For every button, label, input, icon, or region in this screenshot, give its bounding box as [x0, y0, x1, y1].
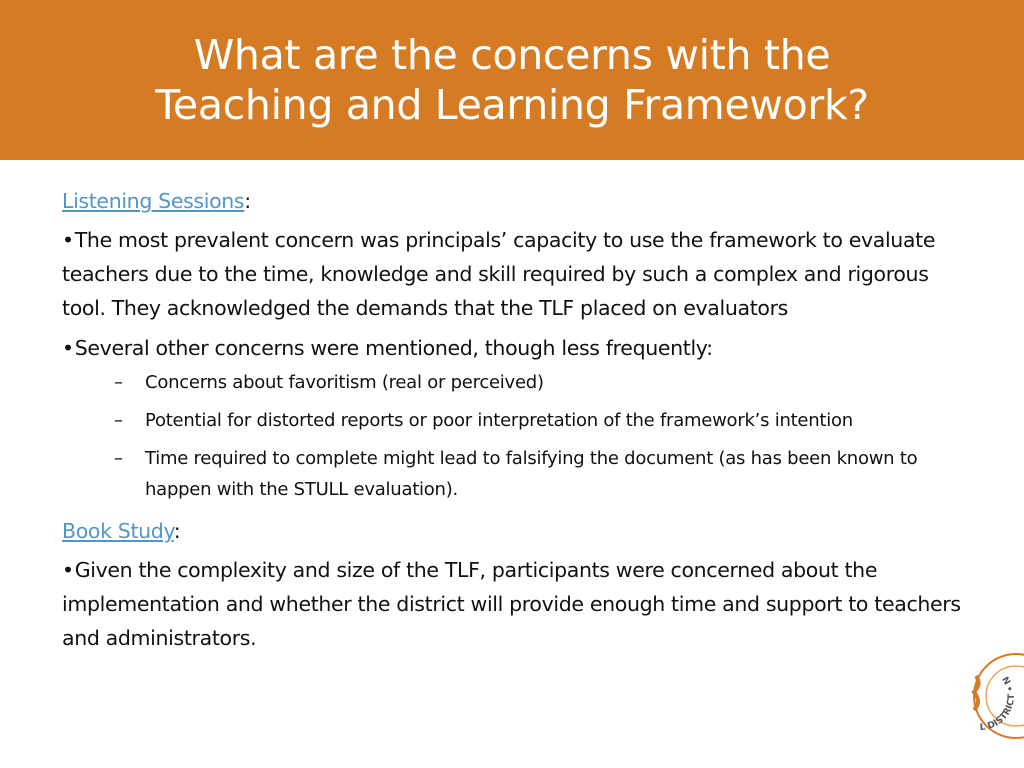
- sub-item-text: Time required to complete might lead to falsifying the document (as has been known to happen with the STULL evaluation).: [145, 448, 918, 500]
- bullet-glyph: •: [62, 336, 74, 360]
- svg-text:L DISTRICT • N: [979, 674, 1017, 733]
- sub-item-distorted-reports: [114, 405, 967, 436]
- slide-content: [62, 183, 967, 661]
- bullet-text: The most prevalent concern was principals’ capacity to use the framework to evaluate teachers due to the time, knowledge and skill required by such a complex and rigorous tool. They acknowledged the demands that the TLF placed on evaluators: [62, 228, 936, 320]
- dash-glyph: –: [114, 410, 123, 431]
- sub-item-text: Potential for distorted reports or poor interpretation of the framework’s intention: [145, 410, 853, 431]
- heading-colon: :: [173, 519, 181, 543]
- slide-title: [155, 30, 869, 130]
- dash-glyph: –: [114, 372, 123, 393]
- sub-item-text: Concerns about favoritism (real or perceived): [145, 372, 544, 393]
- bullet-other-concerns: [62, 331, 967, 365]
- section-heading-book-study: [62, 513, 967, 549]
- bullet-text: Given the complexity and size of the TLF, participants were concerned about the implementation and whether the district will provide enough time and support to teachers and administrators.: [62, 558, 961, 650]
- title-line-2: Teaching and Learning Framework?: [155, 81, 869, 129]
- sub-bullet-list: [62, 367, 967, 505]
- sub-item-time-required: [114, 443, 967, 505]
- listening-sessions-link[interactable]: Listening Sessions: [62, 189, 245, 213]
- seal-lettering: L DISTRICT • N: [979, 674, 1018, 734]
- seal-graphic: [960, 648, 1024, 740]
- bullet-glyph: •: [62, 228, 74, 252]
- dash-glyph: –: [114, 448, 123, 469]
- bullet-glyph: •: [62, 558, 74, 582]
- section-heading-listening: [62, 183, 967, 219]
- bullet-text: Several other concerns were mentioned, though less frequently:: [74, 336, 713, 360]
- book-study-link[interactable]: Book Study: [62, 519, 174, 543]
- bullet-complexity: [62, 553, 967, 655]
- title-bar: [0, 0, 1024, 160]
- heading-colon: :: [244, 189, 251, 213]
- bullet-prevalent-concern: [62, 223, 967, 325]
- district-seal-logo: [960, 648, 1024, 740]
- sub-item-favoritism: [114, 367, 967, 398]
- title-line-1: What are the concerns with the: [193, 31, 831, 79]
